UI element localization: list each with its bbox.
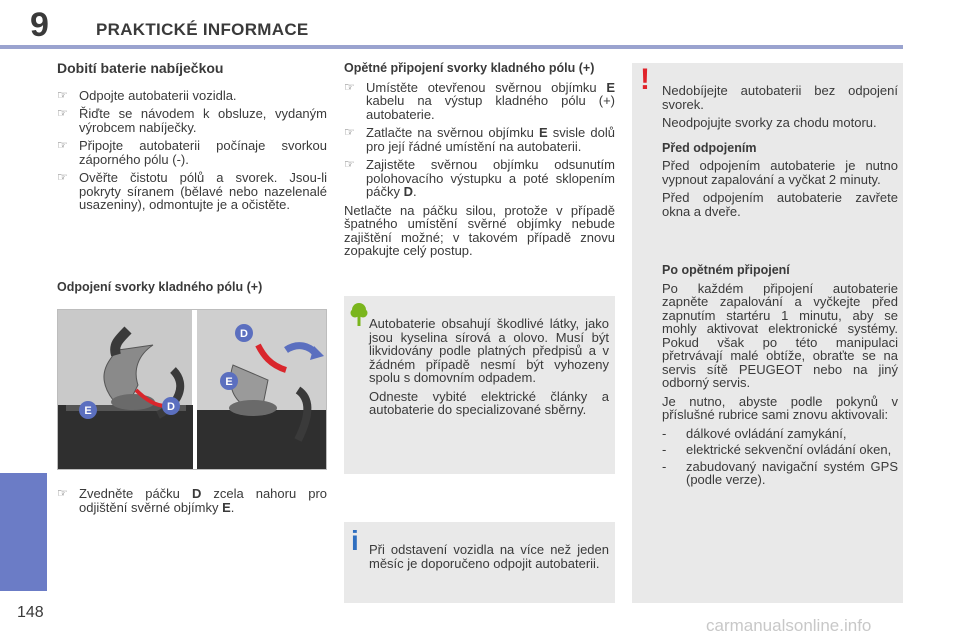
page-number: 148 [17,604,44,621]
info-notice-text: Při odstavení vozidla na více než jeden měsíc je doporučeno odpojit autobaterii. [369,542,609,571]
lift-lever-instruction [57,487,327,519]
list-item: ☞ Řiďte se návodem k obsluze, vydaným výrobcem nabíječky. [57,106,327,135]
warning-text: Neodpojujte svorky za chodu motoru. [662,115,877,130]
eco-notice-text: Autobaterie obsahují škodlivé látky, jako jsou kyselina sírová a olovo. Musí být likvidovány podle platných předpisů a v žádném případě nesmí být vyhozeny spolu s domovním odpadem. [369,316,609,385]
list-item: ☞ Umístěte otevřenou svěrnou objímku E kabelu na výstup kladného pólu (+) autobaterie. [344,79,615,122]
tree-icon [350,302,368,328]
pointing-hand-icon: ☞ [57,106,68,120]
svg-text:E: E [84,405,92,417]
pointing-hand-icon: ☞ [57,486,68,500]
battery-terminal-photo [57,309,327,470]
pointing-hand-icon: ☞ [57,170,68,184]
label-marker-d [235,324,253,342]
watermark: carmanualsonline.info [706,616,872,635]
warning-text: Po každém připojení autobaterie zapněte zapalování a vyčkejte před zapnutím startéru 1 minutu, aby se mohly aktivovat elektronické systémy. Pokud však po této manipulaci přetrvávají malé obtíže, obraťte se na servis sítě PEUGEOT nebo na jiný odborný servis. [662,280,898,390]
list-item: ☞ Zatlačte na svěrnou objímku E svisle dolů pro její řádné umístění na autobaterii. [344,125,615,154]
warning-notice-box [632,63,903,603]
list-item: ☞ Zvedněte páčku D zcela nahoru pro odjištění svěrné objímky E. [57,486,327,515]
chapter-number: 9 [30,6,49,44]
info-notice-box [344,522,615,603]
warning-exclamation-icon: ! [640,63,650,96]
chapter-side-tab [0,473,47,591]
section-title-reconnect: Opětné připojení svorky kladného pólu (+) [344,61,595,75]
chapter-title: PRAKTICKÉ INFORMACE [96,20,309,39]
eco-notice-text: Odneste vybité elektrické články a autobaterie do specializované sběrny. [369,388,609,417]
pointing-hand-icon: ☞ [344,79,355,94]
pointing-hand-icon: ☞ [344,157,355,171]
svg-text:E: E [225,376,233,388]
label-marker-d [162,397,180,415]
svg-text:D: D [240,328,248,340]
list-item: ☞ Ověřte čistotu pólů a svorek. Jsou-li pokryty síranem (bělavé nebo nazelenalé usazeniny), odmontujte je a očistěte. [57,170,327,212]
list-item: ☞ Připojte autobaterii počínaje svorkou záporného pólu (-). [57,138,327,167]
list-item: - dálkové ovládání zamykání, [662,425,847,441]
info-icon: i [351,525,359,556]
warning-subtitle-before: Před odpojením [662,140,757,155]
battery-terminal-illustration [58,310,327,470]
label-marker-e [220,372,238,390]
reconnect-note: Netlačte na páčku silou, protože v případě špatného umístění svěrné objímky nebude zajištění možné; v takovém případě znovu zopakujte celý postup. [344,202,615,258]
list-item: - elektrické sekvenční ovládání oken, [662,442,892,457]
list-item: - zabudovaný navigační systém GPS (podle verze). [662,458,898,487]
section-title-charging: Dobití baterie nabíječkou [57,60,224,76]
warning-text: Před odpojením autobaterie je nutno vypnout zapalování a vyčkat 2 minuty. [662,158,898,187]
warning-text: Je nutno, abyste podle pokynů v příslušné rubrice sami znovu aktivovali: [662,393,898,422]
warning-subtitle-after: Po opětném připojení [662,263,790,277]
list-item: ☞ Odpojte autobaterii vozidla. [57,87,237,103]
svg-text:D: D [167,401,175,413]
column-reconnect [344,62,615,263]
pointing-hand-icon: ☞ [344,125,355,139]
warning-text: Před odpojením autobaterie zavřete okna a dveře. [662,190,898,219]
header-rule [0,45,903,49]
column-charging [57,62,327,217]
eco-notice-box [344,296,615,474]
list-item: ☞ Zajistěte svěrnou objímku odsunutím polohovacího výstupku a poté sklopením páčky D. [344,157,615,199]
warning-text: Nedobíjejte autobaterii bez odpojení svorek. [662,83,898,112]
pointing-hand-icon: ☞ [57,138,68,152]
section-subtitle-disconnect: Odpojení svorky kladného pólu (+) [57,280,263,294]
label-marker-e [79,401,97,419]
pointing-hand-icon: ☞ [57,87,68,102]
